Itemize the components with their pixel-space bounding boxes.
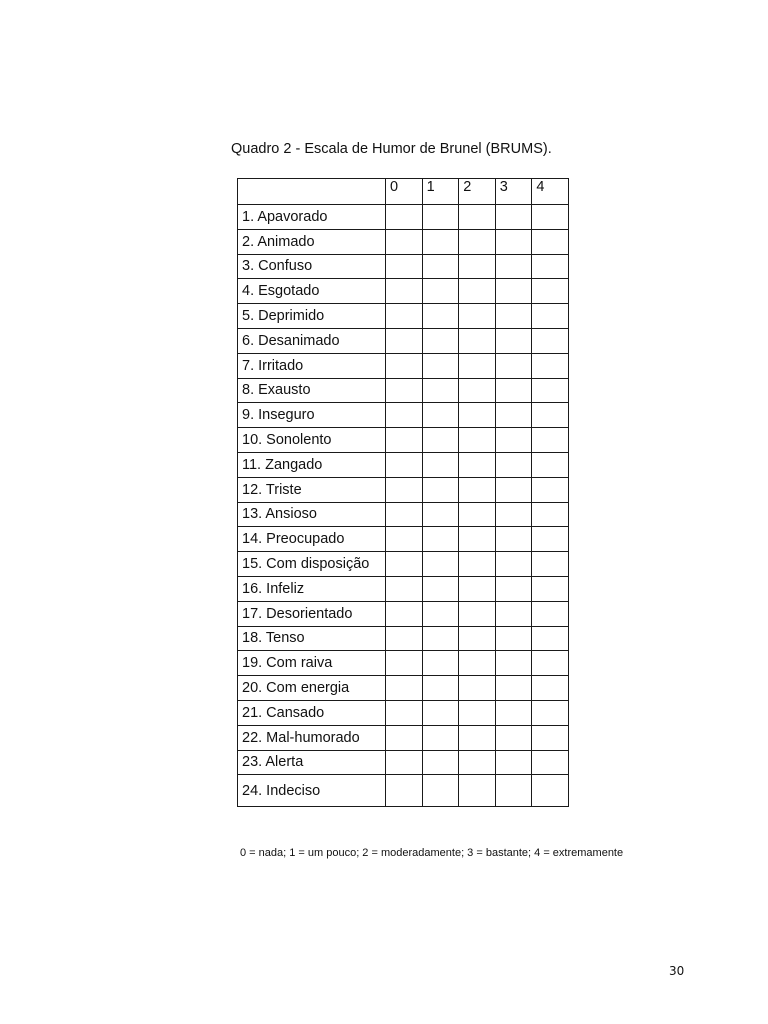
score-cell-3[interactable]	[495, 700, 532, 725]
score-cell-4[interactable]	[532, 527, 569, 552]
score-cell-4[interactable]	[532, 353, 569, 378]
item-label: 5. Deprimido	[238, 304, 386, 329]
score-cell-1[interactable]	[422, 552, 459, 577]
score-cell-3[interactable]	[495, 477, 532, 502]
score-cell-3[interactable]	[495, 353, 532, 378]
score-cell-0[interactable]	[386, 205, 423, 230]
item-label: 9. Inseguro	[238, 403, 386, 428]
score-cell-0[interactable]	[386, 502, 423, 527]
score-cell-1[interactable]	[422, 725, 459, 750]
scale-legend: 0 = nada; 1 = um pouco; 2 = moderadamente; 3 = bastante; 4 = extremamente	[240, 847, 624, 859]
item-label: 18. Tenso	[238, 626, 386, 651]
score-cell-3[interactable]	[495, 626, 532, 651]
score-cell-3[interactable]	[495, 328, 532, 353]
table-row	[238, 601, 569, 626]
item-label: 10. Sonolento	[238, 428, 386, 453]
score-cell-1[interactable]	[422, 502, 459, 527]
score-cell-2[interactable]	[459, 205, 496, 230]
score-cell-0[interactable]	[386, 452, 423, 477]
score-cell-2[interactable]	[459, 552, 496, 577]
table-row	[238, 700, 569, 725]
score-cell-0[interactable]	[386, 626, 423, 651]
score-cell-1[interactable]	[422, 775, 459, 807]
item-label: 13. Ansioso	[238, 502, 386, 527]
score-cell-1[interactable]	[422, 651, 459, 676]
score-cell-0[interactable]	[386, 700, 423, 725]
score-cell-0[interactable]	[386, 428, 423, 453]
score-cell-3[interactable]	[495, 378, 532, 403]
score-cell-1[interactable]	[422, 601, 459, 626]
score-cell-3[interactable]	[495, 601, 532, 626]
score-cell-2[interactable]	[459, 576, 496, 601]
score-cell-3[interactable]	[495, 502, 532, 527]
score-cell-0[interactable]	[386, 304, 423, 329]
score-cell-1[interactable]	[422, 403, 459, 428]
score-cell-4[interactable]	[532, 651, 569, 676]
item-label: 1. Apavorado	[238, 205, 386, 230]
table-row	[238, 353, 569, 378]
table-row	[238, 205, 569, 230]
score-cell-0[interactable]	[386, 378, 423, 403]
score-cell-1[interactable]	[422, 279, 459, 304]
score-cell-3[interactable]	[495, 304, 532, 329]
score-cell-1[interactable]	[422, 700, 459, 725]
score-cell-2[interactable]	[459, 477, 496, 502]
score-cell-3[interactable]	[495, 576, 532, 601]
score-cell-3[interactable]	[495, 651, 532, 676]
score-cell-1[interactable]	[422, 626, 459, 651]
item-label: 14. Preocupado	[238, 527, 386, 552]
item-label: 19. Com raiva	[238, 651, 386, 676]
score-cell-3[interactable]	[495, 452, 532, 477]
score-cell-1[interactable]	[422, 750, 459, 775]
score-cell-3[interactable]	[495, 775, 532, 807]
score-cell-0[interactable]	[386, 328, 423, 353]
score-cell-0[interactable]	[386, 750, 423, 775]
table-row	[238, 750, 569, 775]
score-cell-1[interactable]	[422, 205, 459, 230]
score-cell-4[interactable]	[532, 452, 569, 477]
score-cell-0[interactable]	[386, 229, 423, 254]
header-score-4: 4	[532, 179, 569, 205]
score-cell-0[interactable]	[386, 576, 423, 601]
table-row	[238, 254, 569, 279]
score-cell-3[interactable]	[495, 205, 532, 230]
table-row	[238, 403, 569, 428]
table-row	[238, 775, 569, 807]
table-row	[238, 229, 569, 254]
score-cell-0[interactable]	[386, 552, 423, 577]
header-item-cell	[238, 179, 386, 205]
score-cell-3[interactable]	[495, 229, 532, 254]
score-cell-4[interactable]	[532, 229, 569, 254]
score-cell-4[interactable]	[532, 205, 569, 230]
score-cell-2[interactable]	[459, 502, 496, 527]
score-cell-1[interactable]	[422, 378, 459, 403]
table-header-row	[238, 179, 569, 205]
score-cell-2[interactable]	[459, 378, 496, 403]
score-cell-1[interactable]	[422, 576, 459, 601]
score-cell-4[interactable]	[532, 378, 569, 403]
table-row	[238, 477, 569, 502]
score-cell-2[interactable]	[459, 626, 496, 651]
table-row	[238, 304, 569, 329]
header-score-3: 3	[495, 179, 532, 205]
item-label: 16. Infeliz	[238, 576, 386, 601]
item-label: 17. Desorientado	[238, 601, 386, 626]
item-label: 22. Mal-humorado	[238, 725, 386, 750]
score-cell-2[interactable]	[459, 527, 496, 552]
table-row	[238, 527, 569, 552]
score-cell-4[interactable]	[532, 328, 569, 353]
score-cell-0[interactable]	[386, 279, 423, 304]
score-cell-3[interactable]	[495, 254, 532, 279]
score-cell-1[interactable]	[422, 676, 459, 701]
table-row	[238, 279, 569, 304]
item-label: 24. Indeciso	[238, 775, 386, 807]
score-cell-0[interactable]	[386, 725, 423, 750]
table-row	[238, 626, 569, 651]
brums-table	[237, 178, 569, 807]
score-cell-3[interactable]	[495, 750, 532, 775]
score-cell-2[interactable]	[459, 725, 496, 750]
header-score-0: 0	[386, 179, 423, 205]
score-cell-4[interactable]	[532, 576, 569, 601]
header-score-1: 1	[422, 179, 459, 205]
item-label: 2. Animado	[238, 229, 386, 254]
item-label: 6. Desanimado	[238, 328, 386, 353]
item-label: 15. Com disposição	[238, 552, 386, 577]
score-cell-1[interactable]	[422, 229, 459, 254]
score-cell-4[interactable]	[532, 775, 569, 807]
item-label: 4. Esgotado	[238, 279, 386, 304]
score-cell-2[interactable]	[459, 428, 496, 453]
score-cell-4[interactable]	[532, 601, 569, 626]
item-label: 12. Triste	[238, 477, 386, 502]
table-caption: Quadro 2 - Escala de Humor de Brunel (BRUMS).	[231, 141, 552, 157]
score-cell-2[interactable]	[459, 254, 496, 279]
score-cell-4[interactable]	[532, 676, 569, 701]
table-row	[238, 552, 569, 577]
table-row	[238, 328, 569, 353]
score-cell-1[interactable]	[422, 527, 459, 552]
item-label: 3. Confuso	[238, 254, 386, 279]
item-label: 23. Alerta	[238, 750, 386, 775]
score-cell-4[interactable]	[532, 304, 569, 329]
score-cell-4[interactable]	[532, 725, 569, 750]
score-cell-3[interactable]	[495, 725, 532, 750]
score-cell-1[interactable]	[422, 353, 459, 378]
score-cell-4[interactable]	[532, 700, 569, 725]
score-cell-1[interactable]	[422, 304, 459, 329]
table-row	[238, 725, 569, 750]
score-cell-2[interactable]	[459, 700, 496, 725]
score-cell-4[interactable]	[532, 279, 569, 304]
score-cell-2[interactable]	[459, 676, 496, 701]
score-cell-2[interactable]	[459, 353, 496, 378]
table-row	[238, 378, 569, 403]
score-cell-0[interactable]	[386, 527, 423, 552]
score-cell-1[interactable]	[422, 428, 459, 453]
score-cell-0[interactable]	[386, 651, 423, 676]
score-cell-0[interactable]	[386, 403, 423, 428]
score-cell-3[interactable]	[495, 428, 532, 453]
score-cell-4[interactable]	[532, 552, 569, 577]
score-cell-2[interactable]	[459, 775, 496, 807]
score-cell-1[interactable]	[422, 452, 459, 477]
score-cell-4[interactable]	[532, 750, 569, 775]
score-cell-2[interactable]	[459, 403, 496, 428]
score-cell-2[interactable]	[459, 229, 496, 254]
score-cell-4[interactable]	[532, 403, 569, 428]
score-cell-0[interactable]	[386, 254, 423, 279]
score-cell-3[interactable]	[495, 552, 532, 577]
table-row	[238, 452, 569, 477]
score-cell-4[interactable]	[532, 477, 569, 502]
item-label: 11. Zangado	[238, 452, 386, 477]
score-cell-4[interactable]	[532, 254, 569, 279]
score-cell-3[interactable]	[495, 279, 532, 304]
item-label: 21. Cansado	[238, 700, 386, 725]
score-cell-2[interactable]	[459, 651, 496, 676]
header-score-2: 2	[459, 179, 496, 205]
score-cell-2[interactable]	[459, 452, 496, 477]
score-cell-4[interactable]	[532, 502, 569, 527]
score-cell-4[interactable]	[532, 428, 569, 453]
table-row	[238, 651, 569, 676]
score-cell-0[interactable]	[386, 353, 423, 378]
table-row	[238, 428, 569, 453]
score-cell-3[interactable]	[495, 527, 532, 552]
score-cell-1[interactable]	[422, 328, 459, 353]
score-cell-4[interactable]	[532, 626, 569, 651]
item-label: 7. Irritado	[238, 353, 386, 378]
score-cell-2[interactable]	[459, 601, 496, 626]
table-row	[238, 576, 569, 601]
score-cell-2[interactable]	[459, 304, 496, 329]
score-cell-0[interactable]	[386, 601, 423, 626]
score-cell-2[interactable]	[459, 328, 496, 353]
score-cell-3[interactable]	[495, 676, 532, 701]
item-label: 8. Exausto	[238, 378, 386, 403]
score-cell-2[interactable]	[459, 279, 496, 304]
page-number: 30	[669, 964, 685, 978]
score-cell-1[interactable]	[422, 254, 459, 279]
score-cell-1[interactable]	[422, 477, 459, 502]
score-cell-0[interactable]	[386, 676, 423, 701]
item-label: 20. Com energia	[238, 676, 386, 701]
table-row	[238, 676, 569, 701]
score-cell-0[interactable]	[386, 477, 423, 502]
score-cell-2[interactable]	[459, 750, 496, 775]
table-row	[238, 502, 569, 527]
score-cell-0[interactable]	[386, 775, 423, 807]
score-cell-3[interactable]	[495, 403, 532, 428]
